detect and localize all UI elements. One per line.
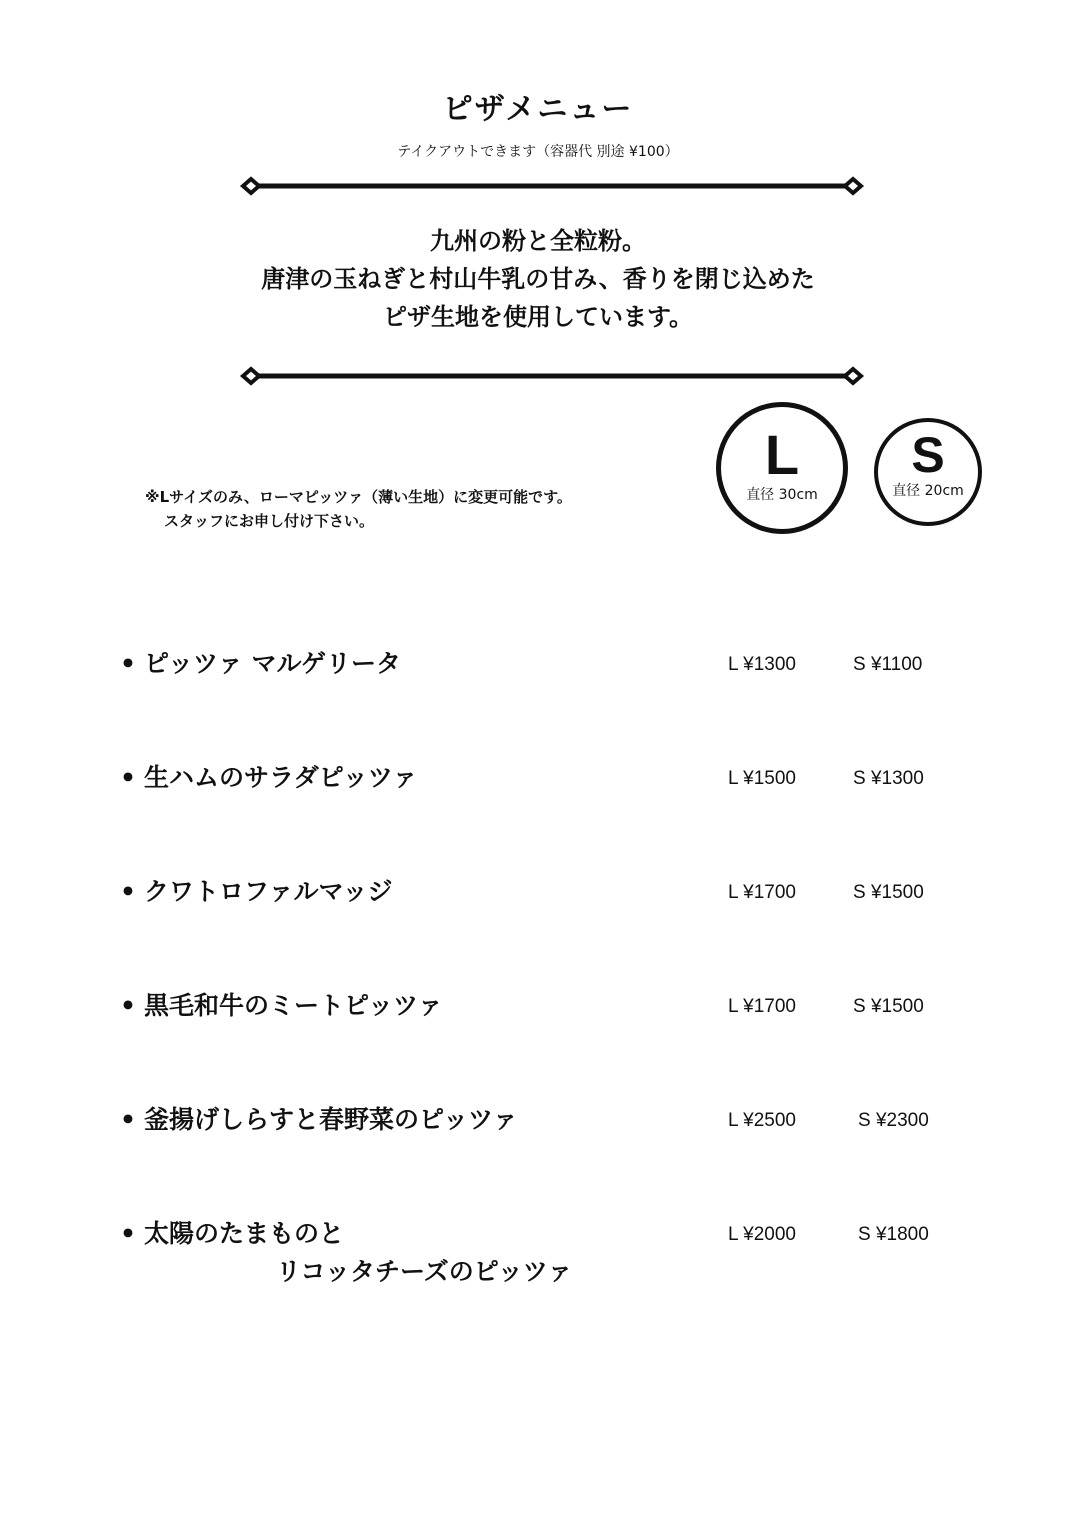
price-large: L ¥1700 [728,882,796,903]
bullet: • [120,1105,136,1134]
price-small: S ¥1100 [853,654,923,675]
pizza-name: 生ハムのサラダピッツァ [143,763,418,792]
size-change-note-line: スタッフにお申し付け下さい。 [164,512,375,530]
menu-item-name [120,1101,518,1139]
menu-item [120,1215,980,1305]
size-diameter: 直径 30cm [746,487,818,503]
menu-item [120,873,980,963]
menu-item-name [120,987,443,1025]
pizza-name: 釜揚げしらすと春野菜のピッツァ [143,1105,518,1134]
size-change-note [145,485,572,533]
menu-item [120,759,980,849]
dough-description-line: ピザ生地を使用しています。 [382,303,694,331]
price-large: L ¥2500 [728,1110,796,1131]
price-large: L ¥1300 [728,654,796,675]
size-change-note-line: ※Lサイズのみ、ローマピッツァ（薄い生地）に変更可能です。 [145,488,572,506]
takeout-note: テイクアウトできます（容器代 別途 ¥100） [397,144,679,160]
menu-item-name [120,759,418,797]
divider-top [238,175,866,197]
bullet: • [120,1219,136,1248]
pizza-name-continued: リコッタチーズのピッツァ [276,1257,573,1286]
divider-bottom [238,365,866,387]
pizza-name: ピッツァ マルゲリータ [143,649,401,678]
menu-item-name [120,873,393,911]
price-small: S ¥1500 [853,882,924,903]
price-small: S ¥2300 [858,1110,929,1131]
price-small: S ¥1300 [853,768,924,789]
price-large: L ¥1700 [728,996,796,1017]
menu-item [120,1101,980,1191]
price-small: S ¥1800 [858,1224,929,1245]
size-letter: S [911,427,945,483]
dough-description-line: 唐津の玉ねぎと村山牛乳の甘み、香りを閉じ込めた [261,265,815,293]
pizza-name: クワトロファルマッジ [143,877,393,906]
menu-item [120,987,980,1077]
price-large: L ¥1500 [728,768,796,789]
pizza-name: 太陽のたまものと [143,1219,344,1248]
page-title: ピザメニュー [442,92,634,127]
size-badge-small [874,418,982,526]
bullet: • [120,991,136,1020]
dough-description [0,222,1076,336]
menu-item [120,645,980,735]
dough-description-line: 九州の粉と全粒粉。 [430,227,646,255]
pizza-name: 黒毛和牛のミートピッツァ [143,991,443,1020]
menu-item-name [120,645,401,683]
menu-item-name [120,1215,573,1291]
size-diameter: 直径 20cm [892,483,964,499]
price-large: L ¥2000 [728,1224,796,1245]
bullet: • [120,763,136,792]
size-letter: L [764,423,800,486]
bullet: • [120,877,136,906]
bullet: • [120,649,136,678]
price-small: S ¥1500 [853,996,924,1017]
size-badge-large [716,402,848,534]
